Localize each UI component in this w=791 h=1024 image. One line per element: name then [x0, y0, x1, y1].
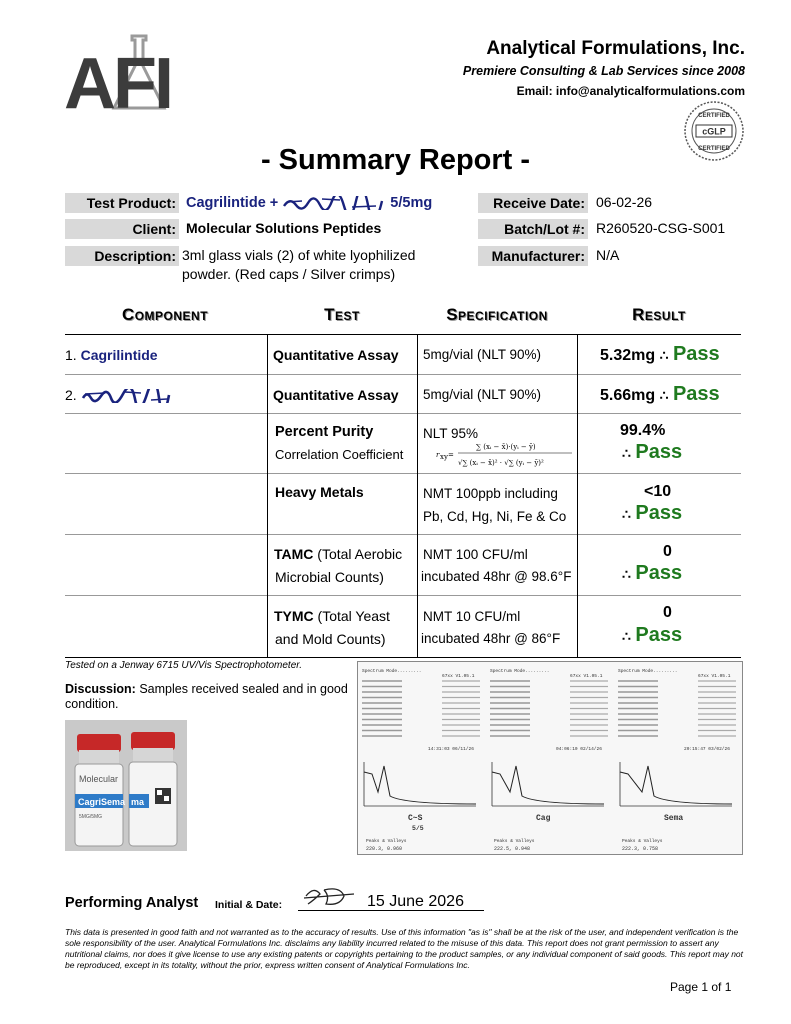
row4-pass: ∴ Pass	[622, 502, 683, 524]
test-product-label: Test Product:	[65, 193, 179, 213]
spectrum-curve	[492, 766, 604, 804]
disclaimer: This data is presented in good faith and not warranted as to the accuracy of results. Use of this information "as is" shall be at the risk of the user, and independent verification is the sole responsibility of the user. Analytical Formulations Inc. disclaims any liability incurred related to the misuse of this data. This report does not grant permission to assert any nutritional claims, nor does it give license to use any existing patents or copyrights pertaining to the product samples, or any individual component of said goods. This report may not be reproduced, except in its totality, without the prior, express written consent of Analytical Formulations Inc.	[65, 927, 744, 970]
spectrum-curve	[364, 766, 476, 804]
receive-date-label: Receive Date:	[478, 193, 588, 213]
table-rule	[65, 413, 741, 414]
company-name: Analytical Formulations, Inc.	[486, 38, 745, 59]
row5-test: TAMC (Total Aerobic	[274, 546, 403, 562]
analyst-label: Performing Analyst	[65, 895, 199, 911]
spectro-mode-line: Spectrum Mode.........	[618, 669, 678, 674]
svg-text:r: r	[436, 451, 440, 459]
receive-date-value: 06-02-26	[596, 194, 653, 210]
header-test: Test	[324, 305, 360, 324]
spectro-panel-label: Sema	[664, 814, 684, 823]
spectro-panel-sublabel: 5/5	[412, 825, 424, 832]
company-tagline: Premiere Consulting & Lab Services since 2008	[462, 64, 745, 78]
svg-text:=: =	[448, 451, 454, 459]
correlation-formula	[436, 438, 574, 472]
row2-spec: 5mg/vial (NLT 90%)	[423, 387, 542, 402]
table-divider	[577, 334, 578, 657]
spectrophotometer-printout	[357, 661, 743, 855]
svg-text:cGLP: cGLP	[702, 126, 726, 137]
svg-text:ma: ma	[131, 797, 145, 807]
table-rule	[65, 595, 741, 596]
row2-test: Quantitative Assay	[273, 387, 399, 403]
svg-text:Molecular: Molecular	[79, 774, 119, 784]
description-label: Description:	[65, 246, 179, 266]
row4-spec-2: Pb, Cd, Hg, Ni, Fe & Co	[423, 509, 567, 524]
header-result: Result	[632, 305, 686, 324]
analyst-date: 15 June 2026	[367, 893, 464, 910]
spectro-timestamp: 04:06:10 02/14/26	[556, 747, 602, 752]
row3-value: 99.4%	[620, 422, 666, 439]
spectro-peaks-header: Peaks & Valleys	[366, 839, 407, 844]
table-rule	[65, 657, 741, 658]
svg-text:√∑ (xᵢ − x̄)² · √∑ (yᵢ − ȳ)²: √∑ (xᵢ − x̄)² · √∑ (yᵢ − ȳ)²	[458, 459, 544, 467]
svg-text:5MG/5MG: 5MG/5MG	[79, 814, 103, 820]
row6-value: 0	[663, 604, 672, 621]
svg-text:CERTIFIED: CERTIFIED	[698, 146, 730, 152]
client-value: Molecular Solutions Peptides	[186, 220, 382, 236]
spectrum-curve	[620, 766, 732, 804]
spectro-peak-value: 222.5, 0.948	[494, 846, 531, 852]
spectro-peaks-header: Peaks & Valleys	[494, 839, 535, 844]
description-line-2: powder. (Red caps / Silver crimps)	[182, 266, 396, 282]
spectro-mode-line: Spectrum Mode.........	[362, 669, 422, 674]
table-rule	[65, 534, 741, 535]
afi-logo	[62, 34, 187, 114]
discussion: Discussion: Samples received sealed and in good condition.	[65, 682, 348, 711]
svg-text:∑ (xᵢ − x̄)·(yᵢ − ȳ): ∑ (xᵢ − x̄)·(yᵢ − ȳ)	[476, 443, 536, 451]
redacted-component-scribble	[81, 389, 171, 403]
spectro-peak-value: 222.3, 0.758	[622, 846, 659, 852]
svg-text:CERTIFIED: CERTIFIED	[698, 113, 730, 119]
batch-label: Batch/Lot #:	[478, 219, 588, 239]
row6-spec: NMT 10 CFU/ml	[423, 609, 521, 624]
company-email: Email: info@analyticalformulations.com	[516, 84, 745, 98]
manufacturer-label: Manufacturer:	[478, 246, 588, 266]
spectro-peak-value: 220.3, 0.960	[366, 846, 403, 852]
row4-test: Heavy Metals	[275, 484, 364, 500]
table-row: 2.	[65, 387, 171, 403]
row5-value: 0	[663, 543, 672, 560]
spectro-panel-label: C~S	[408, 814, 423, 823]
svg-text:xy: xy	[440, 453, 448, 461]
table-rule	[65, 374, 741, 375]
row2-result: 5.66mg ∴ Pass	[600, 383, 720, 405]
redacted-product-scribble	[282, 196, 390, 210]
spectro-chart	[358, 662, 742, 854]
row5-pass: ∴ Pass	[622, 562, 683, 584]
spectro-peaks-header: Peaks & Valleys	[622, 839, 663, 844]
initial-date-label: Initial & Date:	[215, 899, 283, 911]
row3-spec: NLT 95%	[423, 426, 479, 441]
row1-spec: 5mg/vial (NLT 90%)	[423, 347, 542, 362]
row1-result: 5.32mg ∴ Pass	[600, 343, 720, 365]
table-divider	[417, 334, 418, 657]
description-line-1: 3ml glass vials (2) of white lyophilized	[182, 247, 416, 263]
row5-test-sub: Microbial Counts)	[275, 569, 384, 585]
row6-test: TYMC (Total Yeast	[274, 608, 390, 624]
table-row: 1. Cagrilintide	[65, 347, 158, 363]
spectro-panel-label: Cag	[536, 814, 551, 823]
row4-value: <10	[644, 483, 672, 500]
header-component: Component	[121, 305, 209, 324]
test-product-value: Cagrilintide + 5/5mg	[186, 193, 432, 212]
batch-value: R260520-CSG-S001	[596, 220, 726, 236]
spectro-timestamp: 14:31:03 06/11/26	[428, 747, 474, 752]
client-label: Client:	[65, 219, 179, 239]
page-number: Page 1 of 1	[670, 980, 732, 994]
instrument-note: Tested on a Jenway 6715 UV/Vis Spectrophotometer.	[65, 660, 302, 671]
vial-photo	[65, 720, 187, 851]
row4-spec: NMT 100ppb including	[423, 486, 558, 501]
svg-text:CagriSema: CagriSema	[78, 797, 126, 807]
logo-text: AFI	[64, 44, 171, 114]
table-rule	[65, 334, 741, 335]
row6-spec-2: incubated 48hr @ 86°F	[421, 631, 561, 646]
spectro-mode-line: Spectrum Mode.........	[490, 669, 550, 674]
row3-test: Percent Purity	[275, 424, 374, 440]
spectro-version: 67xx V1.05.1	[698, 674, 731, 679]
row3-test-sub: Correlation Coefficient	[275, 447, 404, 462]
row5-spec: NMT 100 CFU/ml	[423, 547, 528, 562]
table-divider	[267, 334, 268, 657]
row5-spec-2: incubated 48hr @ 98.6°F	[421, 569, 572, 584]
page-title: - Summary Report -	[260, 144, 531, 176]
spectro-version: 67xx V1.05.1	[570, 674, 603, 679]
header-specification: Specification	[446, 305, 548, 324]
row6-test-sub: and Mold Counts)	[275, 631, 386, 647]
row6-pass: ∴ Pass	[622, 624, 683, 646]
table-rule	[65, 473, 741, 474]
analyst-initials-signature	[300, 884, 360, 910]
spectro-timestamp: 20:15:47 03/02/26	[684, 747, 730, 752]
spectro-version: 67xx V1.05.1	[442, 674, 475, 679]
manufacturer-value: N/A	[596, 247, 620, 263]
row1-test: Quantitative Assay	[273, 347, 399, 363]
row3-pass: ∴ Pass	[622, 441, 683, 463]
